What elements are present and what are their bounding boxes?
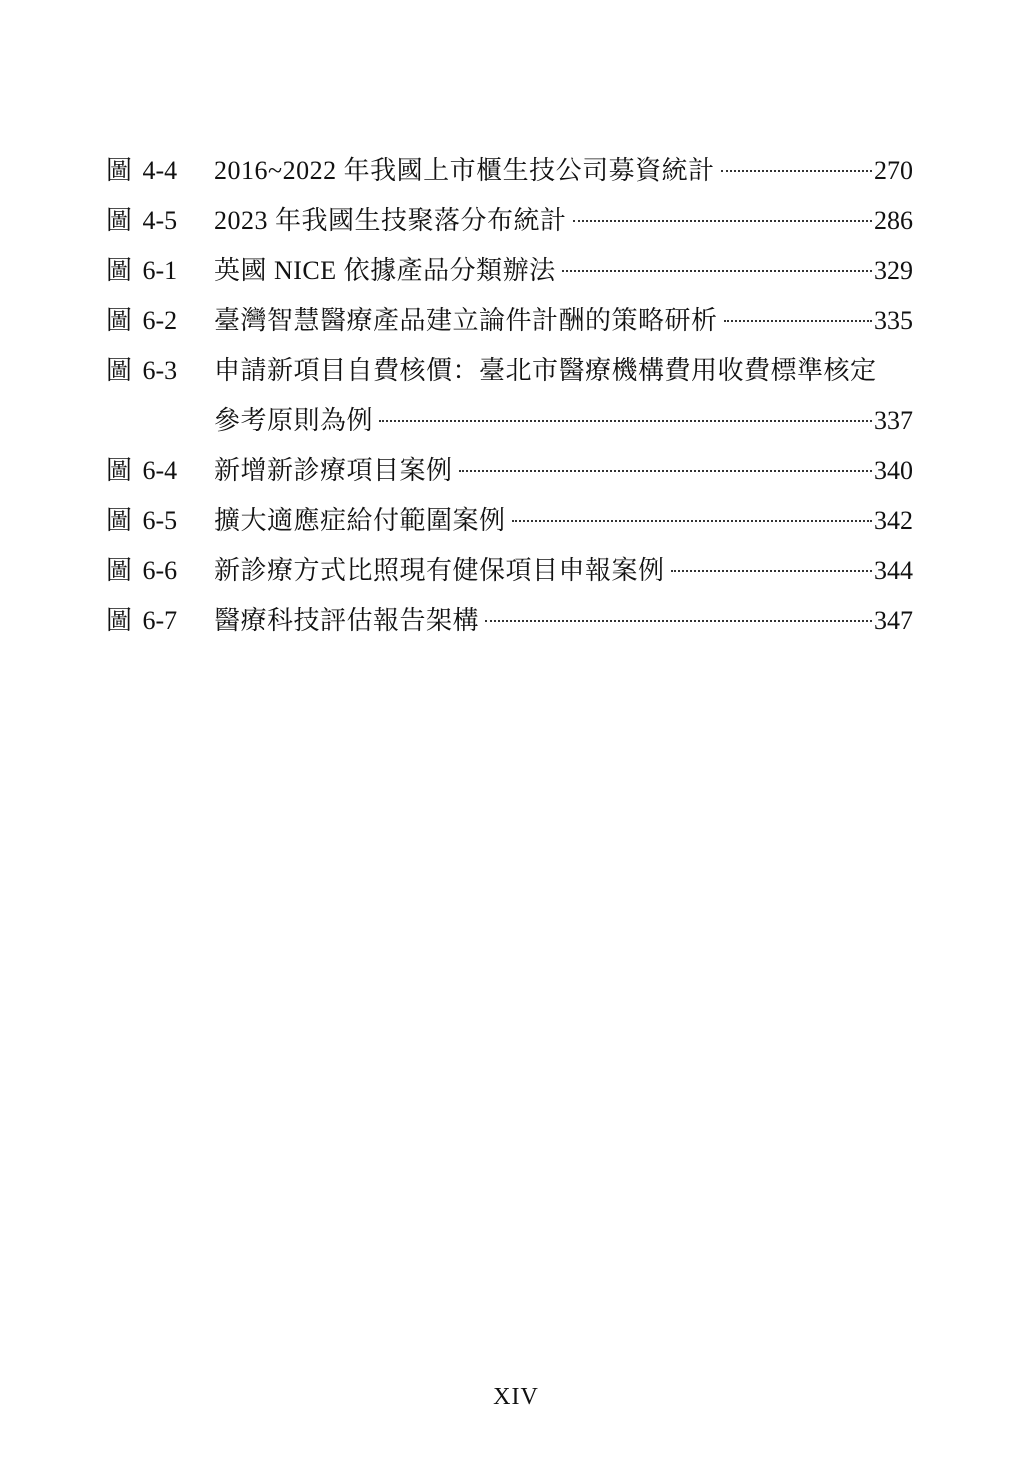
page-number: 337 [874, 406, 913, 435]
entry-line [214, 296, 913, 346]
figure-title: 新增新診療項目案例 [214, 456, 453, 485]
page-number: 270 [874, 156, 913, 185]
entry-body [214, 546, 913, 596]
page-number: 329 [874, 256, 913, 285]
entry-body [214, 146, 913, 196]
entry-body [214, 596, 913, 646]
page-number: 335 [874, 306, 913, 335]
entry-line [214, 346, 913, 396]
dot-leader [573, 220, 872, 222]
figure-label: 圖 6-4 [106, 456, 178, 485]
page-number: 286 [874, 206, 913, 235]
dot-leader [724, 320, 872, 322]
figure-title: 臺灣智慧醫療產品建立論件計酬的策略研析 [214, 306, 718, 335]
figure-title: 擴大適應症給付範圍案例 [214, 506, 506, 535]
entry-line [214, 596, 913, 646]
page-number: 344 [874, 556, 913, 585]
dot-leader [512, 520, 872, 522]
page-number: 340 [874, 456, 913, 485]
list-of-figures [106, 146, 913, 646]
figure-title-line-1: 申請新項目自費核價：臺北市醫療機構費用收費標準核定 [214, 356, 877, 385]
figure-title: 新診療方式比照現有健保項目申報案例 [214, 556, 665, 585]
toc-entry[interactable] [106, 496, 913, 546]
figure-label: 圖 6-2 [106, 306, 178, 335]
entry-body [214, 296, 913, 346]
figure-title: 2016~2022 年我國上市櫃生技公司募資統計 [214, 156, 715, 185]
page-number: 347 [874, 606, 913, 635]
dot-leader [562, 270, 872, 272]
entry-line [214, 146, 913, 196]
entry-line [214, 196, 913, 246]
figure-title: 英國 NICE 依據產品分類辦法 [214, 256, 556, 285]
figure-label: 圖 4-4 [106, 156, 178, 185]
figure-label: 圖 4-5 [106, 206, 178, 235]
toc-entry[interactable] [106, 296, 913, 346]
entry-line [214, 496, 913, 546]
entry-line [214, 446, 913, 496]
page-number: 342 [874, 506, 913, 535]
figure-title: 2023 年我國生技聚落分布統計 [214, 206, 567, 235]
toc-entry[interactable] [106, 546, 913, 596]
toc-entry[interactable] [106, 246, 913, 296]
dot-leader [485, 620, 872, 622]
entry-line [214, 396, 913, 446]
entry-body [214, 196, 913, 246]
figure-label: 圖 6-7 [106, 606, 178, 635]
dot-leader [721, 170, 872, 172]
figure-title: 醫療科技評估報告架構 [214, 606, 480, 635]
entry-body [214, 446, 913, 496]
toc-entry[interactable] [106, 146, 913, 196]
toc-entry[interactable] [106, 446, 913, 496]
entry-body [214, 246, 913, 296]
page-footer-number: XIV [493, 1384, 539, 1410]
entry-line [214, 246, 913, 296]
figure-label: 圖 6-5 [106, 506, 178, 535]
dot-leader [459, 470, 872, 472]
toc-entry[interactable] [106, 596, 913, 646]
entry-line [214, 546, 913, 596]
dot-leader [671, 570, 872, 572]
dot-leader [379, 420, 872, 422]
figure-label: 圖 6-1 [106, 256, 178, 285]
toc-entry[interactable] [106, 346, 913, 446]
figure-label: 圖 6-6 [106, 556, 178, 585]
entry-body [214, 346, 913, 446]
figure-title-line-2: 參考原則為例 [214, 406, 374, 435]
entry-body [214, 496, 913, 546]
toc-entry[interactable] [106, 196, 913, 246]
figure-label: 圖 6-3 [106, 356, 178, 385]
